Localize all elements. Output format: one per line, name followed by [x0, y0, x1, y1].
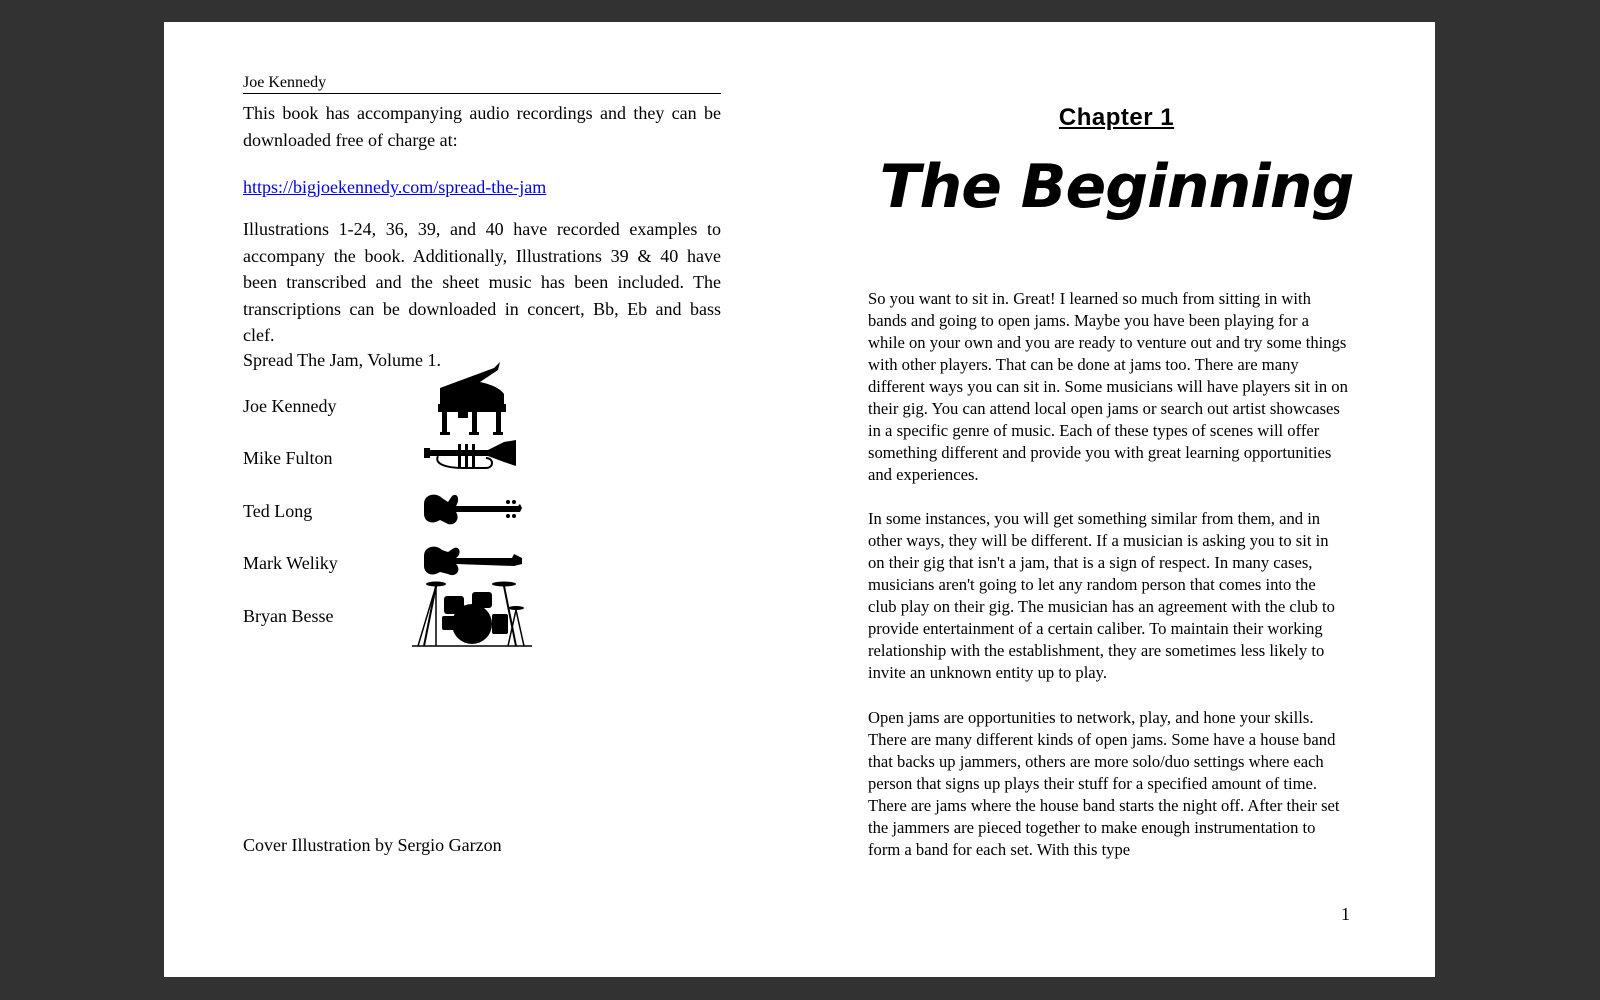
musician-name: Mark Weliky [243, 553, 338, 573]
book-spread [164, 22, 1435, 977]
chapter-label: Chapter 1 [1058, 104, 1175, 131]
trumpet-icon [424, 440, 520, 470]
body-paragraph: In some instances, you will get something similar from them, and in other ways, they will be different. If a musician is asking you to sit in on their gig that isn't a jam, that is a sign of respect. In many cases, musicians aren't going to let any random person that comes into the club play on their gig. The musician has an agreement with the club to provide entertainment of a certain caliber. To maintain their working relationship with the establishment, they are sometimes less likely to invite an unknown entity up to play. [868, 509, 1335, 682]
musician-name: Mike Fulton [243, 448, 333, 468]
musician-name: Ted Long [243, 501, 313, 521]
audio-notice: This book has accompanying audio recordings and they can be downloaded free of charge at: [243, 103, 721, 150]
cover-credit: Cover Illustration by Sergio Garzon [243, 835, 502, 855]
running-head: Joe Kennedy [243, 73, 721, 94]
audio-download-link[interactable]: https://bigjoekennedy.com/spread-the-jam [243, 177, 547, 197]
piano-icon [434, 360, 510, 438]
left-page [164, 22, 798, 977]
illustrations-note: Illustrations 1-24, 36, 39, and 40 have recorded examples to accompany the book. Additionally, Illustrations 39 & 40 have been transcribed and the sheet music has been included. The transcriptions can be downloaded in concert, Bb, Eb and bass clef. [243, 219, 721, 345]
album-title: Spread The Jam, Volume 1. [243, 350, 441, 370]
right-page [798, 22, 1435, 977]
body-paragraph: So you want to sit in. Great! I learned so much from sitting in with bands and going to open jams. Maybe you have been playing for a while on your own and you are ready to venture out and try some things with other players. That can be done at jams too. There are many different ways you can sit in. Some musicians will have players sit in on their gig. You can attend local open jams or search out artist showcases in a specific genre of music. Each of these types of scenes will offer something different and provide you with great learning opportunities and experiences. [868, 289, 1348, 484]
musician-name: Bryan Besse [243, 606, 334, 626]
musician-name: Joe Kennedy [243, 396, 337, 416]
page-number: 1 [1341, 904, 1350, 924]
bass-guitar-icon [422, 492, 522, 528]
chapter-title: The Beginning [879, 152, 1354, 222]
body-paragraph: Open jams are opportunities to network, play, and hone your skills. There are many different kinds of open jams. Some have a house band that backs up jammers, others are more solo/duo settings where each person that signs up plays their stuff for a specified amount of time. There are jams where the house band starts the night off. After their set the jammers are pieced together to make enough instrumentation to form a band for each set. With this type [868, 708, 1340, 859]
drum-kit-icon [412, 580, 532, 650]
electric-guitar-icon [422, 544, 522, 580]
